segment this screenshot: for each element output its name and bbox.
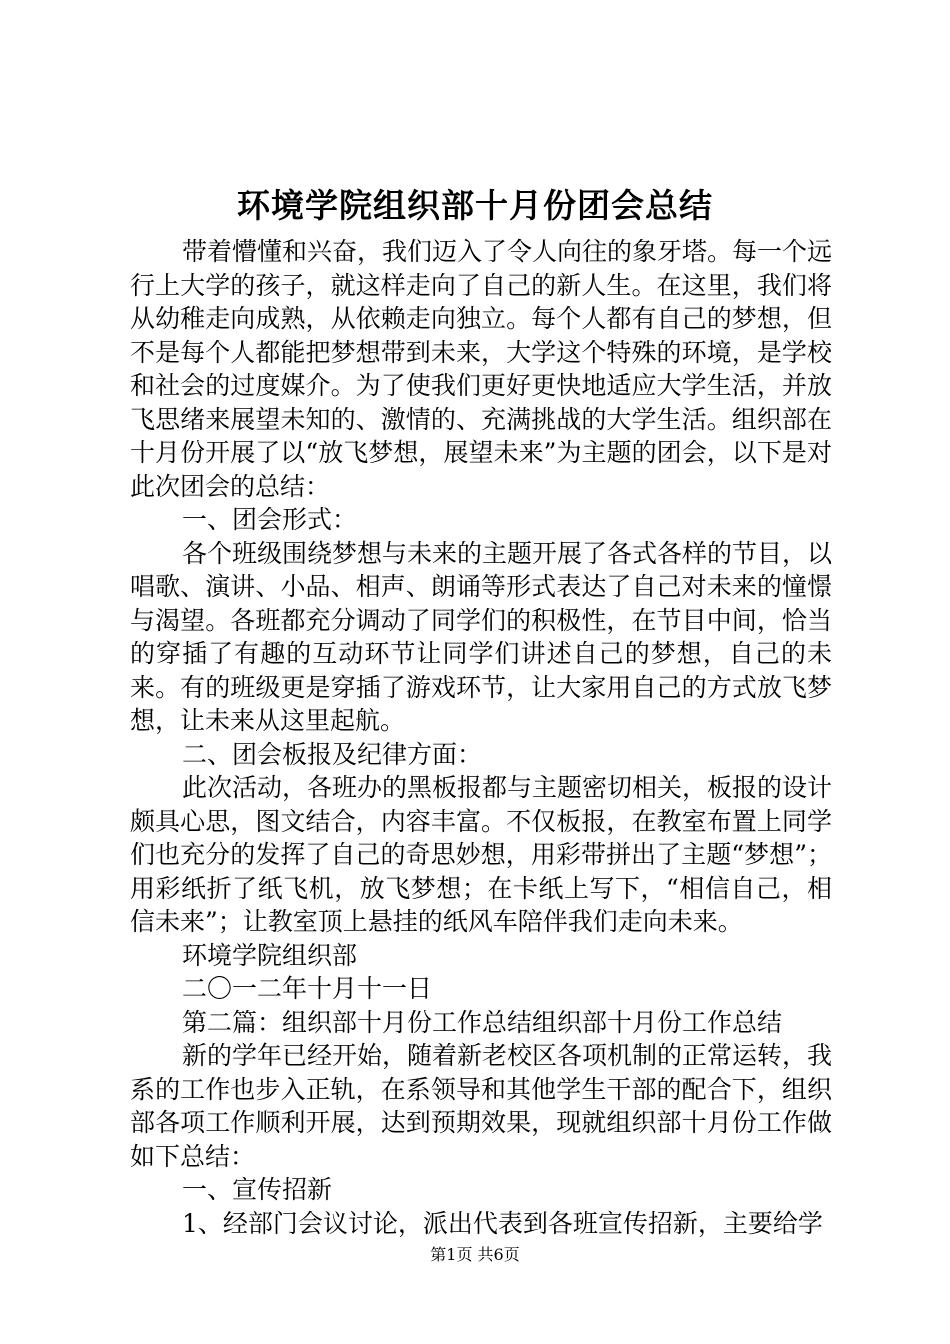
- second-article-intro: 新的学年已经开始，随着新老校区各项机制的正常运转，我系的工作也步入正轨，在系领导和其他学生干部的配合下，组织部各项工作顺利开展，达到预期效果，现就组织部十月份工作做如下总结：: [130, 1041, 833, 1171]
- signature-date: 二〇一二年十月十一日: [182, 974, 433, 1003]
- document-title: 环境学院组织部十月份团会总结: [237, 186, 713, 225]
- recruit-item-1: 1、经部门会议讨论，派出代表到各班宣传招新，主要给学: [182, 1208, 823, 1238]
- board-paragraph: 此次活动，各班办的黑板报都与主题密切相关，板报的设计颇具心思，图文结合，内容丰富。不仅板报，在教室布置上同学们也充分的发挥了自己的奇思妙想，用彩带拼出了主题“梦想”；用彩纸折了纸飞机，放飞梦想；在卡纸上写下，“相信自己，相信未来”；让教室顶上悬挂的纸风车陪伴我们走向未来。: [130, 773, 833, 936]
- intro-paragraph: 带着懵懂和兴奋，我们迈入了令人向往的象牙塔。每一个远行上大学的孩子，就这样走向了自己的新人生。在这里，我们将从幼稚走向成熟，从依赖走向独立。每个人都有自己的梦想，但不是每个人都能把梦想带到未来，大学这个特殊的环境，是学校和社会的过度媒介。为了使我们更好更快地适应大学生活，并放飞思绪来展望未知的、激情的、充满挑战的大学生活。组织部在十月份开展了以“放飞梦想，展望未来”为主题的团会，以下是对此次团会的总结：: [130, 237, 833, 501]
- page-footer: 第1页 共6页: [430, 1245, 520, 1264]
- format-paragraph: 各个班级围绕梦想与未来的主题开展了各式各样的节目，以唱歌、演讲、小品、相声、朗诵等形式表达了自己对未来的憧憬与渴望。各班都充分调动了同学们的积极性，在节目中间，恰当的穿插了有趣的互动环节让同学们讲述自己的梦想，自己的未来。有的班级更是穿插了游戏环节，让大家用自己的方式放飞梦想，让未来从这里起航。: [130, 538, 833, 735]
- document-body: [130, 235, 832, 1240]
- second-article-heading: 第二篇：组织部十月份工作总结组织部十月份工作总结: [182, 1007, 783, 1037]
- signature-org: 环境学院组织部: [182, 940, 358, 970]
- section-heading-format: 一、团会形式：: [182, 505, 358, 534]
- section-heading-board: 二、团会板报及纪律方面：: [182, 739, 483, 769]
- section-heading-recruit: 一、宣传招新: [182, 1175, 333, 1204]
